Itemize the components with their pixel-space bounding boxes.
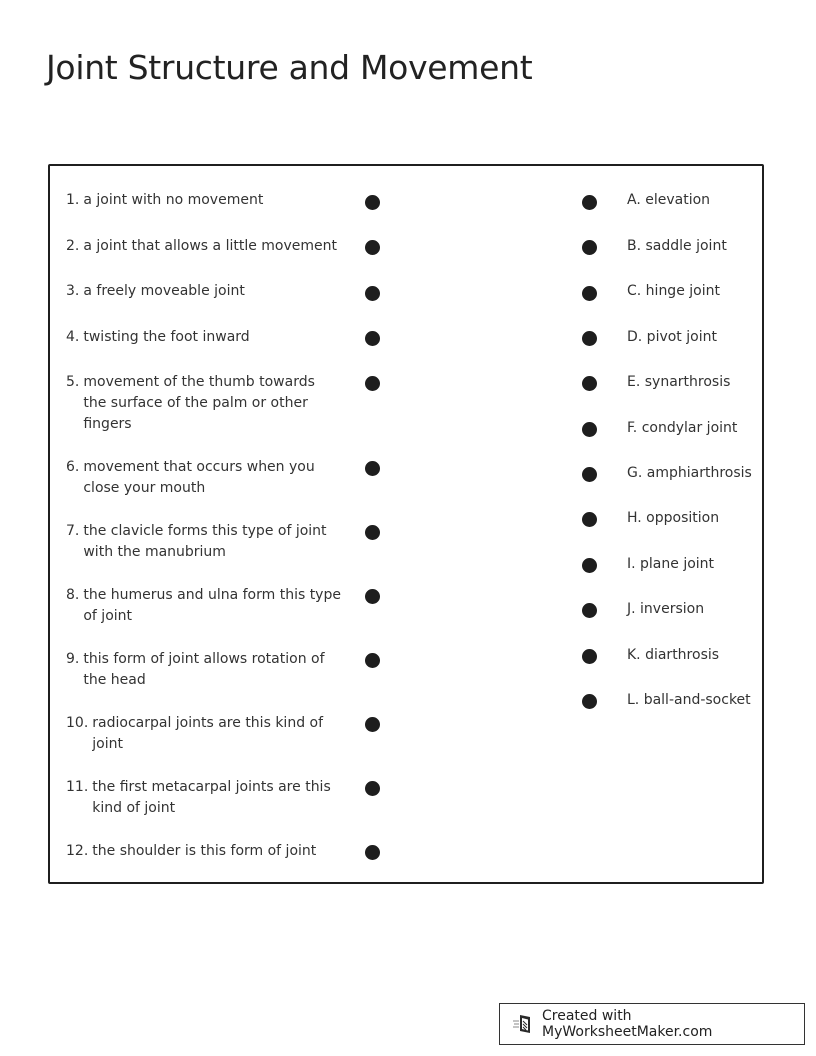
question-number: 3. (66, 283, 80, 299)
question-number: 8. (66, 587, 80, 603)
question-number: 7. (66, 523, 80, 539)
page-title: Joint Structure and Movement (46, 48, 533, 87)
question-number: 1. (66, 192, 80, 208)
question-text: a joint that allows a little movement (83, 238, 337, 254)
question-item-2 (66, 236, 341, 257)
answer-item-c: C. hinge joint (627, 283, 720, 299)
question-text: the humerus and ulna form this type of joint (83, 587, 341, 624)
answer-item-a: A. elevation (627, 192, 711, 208)
question-dot-7[interactable] (365, 525, 380, 540)
question-dot-2[interactable] (365, 240, 380, 255)
question-dot-5[interactable] (365, 376, 380, 391)
answer-item-f: F. condylar joint (627, 420, 738, 436)
question-text: a freely moveable joint (83, 283, 245, 299)
question-item-3 (66, 281, 341, 302)
answer-dot-h[interactable] (582, 512, 597, 527)
answer-dot-l[interactable] (582, 694, 597, 709)
answer-dot-k[interactable] (582, 649, 597, 664)
question-item-1 (66, 190, 341, 211)
question-text: radiocarpal joints are this kind of joint (92, 715, 324, 752)
question-item-10 (66, 713, 341, 755)
answer-item-h: H. opposition (627, 510, 720, 526)
question-dot-12[interactable] (365, 845, 380, 860)
question-item-9 (66, 649, 341, 691)
worksheet-maker-logo-icon (512, 1013, 536, 1035)
answer-dot-d[interactable] (582, 331, 597, 346)
question-dot-4[interactable] (365, 331, 380, 346)
answer-dot-g[interactable] (582, 467, 597, 482)
question-number: 12. (66, 843, 89, 859)
question-text: movement that occurs when you close your mouth (83, 459, 315, 496)
question-item-8 (66, 585, 341, 627)
question-dot-9[interactable] (365, 653, 380, 668)
answer-item-k: K. diarthrosis (627, 647, 720, 663)
question-dot-3[interactable] (365, 286, 380, 301)
question-number: 9. (66, 651, 80, 667)
answer-dot-f[interactable] (582, 422, 597, 437)
question-text: twisting the foot inward (83, 329, 250, 345)
question-number: 4. (66, 329, 80, 345)
question-dot-1[interactable] (365, 195, 380, 210)
answer-item-j: J. inversion (627, 601, 705, 617)
answer-item-b: B. saddle joint (627, 238, 727, 254)
question-dot-8[interactable] (365, 589, 380, 604)
question-number: 5. (66, 374, 80, 390)
question-item-5 (66, 372, 341, 435)
question-item-4 (66, 327, 341, 348)
answer-item-d: D. pivot joint (627, 329, 717, 345)
answer-item-e: E. synarthrosis (627, 374, 731, 390)
answer-dot-j[interactable] (582, 603, 597, 618)
question-number: 11. (66, 779, 89, 795)
footer-credit-text: Created with MyWorksheetMaker.com (542, 1008, 713, 1040)
question-dot-10[interactable] (365, 717, 380, 732)
answer-dot-c[interactable] (582, 286, 597, 301)
question-text: this form of joint allows rotation of the head (83, 651, 325, 688)
answer-item-l: L. ball-and-socket (627, 692, 751, 708)
question-item-6 (66, 457, 341, 499)
question-text: the clavicle forms this type of joint with the manubrium (83, 523, 327, 560)
question-text: the shoulder is this form of joint (92, 843, 317, 859)
question-number: 6. (66, 459, 80, 475)
footer-credit-badge[interactable] (499, 1003, 805, 1045)
question-item-7 (66, 521, 341, 563)
question-dot-6[interactable] (365, 461, 380, 476)
answer-item-g: G. amphiarthrosis (627, 465, 752, 481)
question-item-11 (66, 777, 341, 819)
answer-dot-e[interactable] (582, 376, 597, 391)
answer-dot-a[interactable] (582, 195, 597, 210)
question-dot-11[interactable] (365, 781, 380, 796)
question-item-12 (66, 841, 341, 862)
question-text: a joint with no movement (83, 192, 264, 208)
question-text: the first metacarpal joints are this kind of joint (92, 779, 331, 816)
answer-item-i: I. plane joint (627, 556, 715, 572)
answer-dot-b[interactable] (582, 240, 597, 255)
answer-dot-i[interactable] (582, 558, 597, 573)
question-text: movement of the thumb towards the surface of the palm or other fingers (83, 374, 315, 432)
question-number: 10. (66, 715, 89, 731)
question-number: 2. (66, 238, 80, 254)
